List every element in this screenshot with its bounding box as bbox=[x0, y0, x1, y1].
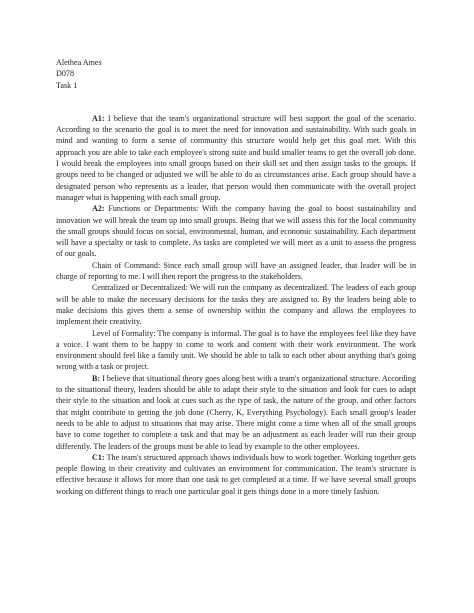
paragraph-c1 bbox=[56, 452, 416, 497]
paragraph-b bbox=[56, 373, 416, 452]
paragraph-text: The team's structured approach shows individuals how to work together. Working together gets people flowing in their creativity and cultivates an environment for communication. The team's structure is effective because it allows for more than one task to get completed at a time. If we have several small groups working on different things to reach one particular goal it gets things done in a more timely fashion. bbox=[56, 452, 416, 496]
paragraph-text: Chain of Command: Since each small group will have an assigned leader, that leader will be in charge of reporting to me. I will then report the progress to the stakeholders. bbox=[56, 260, 416, 282]
paragraph-tag: B: bbox=[92, 373, 101, 383]
paragraph-chain-of-command bbox=[56, 260, 416, 283]
header-spacer bbox=[56, 91, 416, 113]
paragraph-tag: A2: bbox=[92, 204, 105, 214]
course-code: D078 bbox=[56, 69, 74, 79]
document-body bbox=[56, 57, 416, 497]
paragraph-tag: A1: bbox=[92, 113, 105, 123]
paragraph-text: I believe that the team's organizational structure will best support the goal of the scenario. According to the scenario the goal is to meet the need for innovation and sustainability. With such goals in mind and wanting to form a sense of community this structure would help get this goal met. With this approach you are able to take each employee's strong suite and build smaller teams to get the overall job done. I would break the employees into small groups based on their skill set and then assign tasks to the groups. If groups need to be changed or adjusted we will be able to do as circumstances arise. Each group should have a designated person who represents as a leader, that person would then communicate with the overall project manager what is happening with each small group. bbox=[56, 113, 416, 202]
paragraph-text: Centralized or Decentralized: We will run the company as decentralized. The leaders of each group will be able to make the necessary decisions for the tasks they are assigned to. By the leaders being able to make decisions this gives them a sense of ownership within the company and allows the employees to implement their creativity. bbox=[56, 283, 416, 327]
paragraph-text: I believe that situational theory goes along best with a team's organizational structure. According to the situational theory, leaders should be able to adapt their style to the situation and look for cues to adapt their style to the situation and look at cues such as the type of task, the nature of the group, and other factors that might contribute to getting the job done (Cherry, K, Everything Psychology). Each small group's leader needs to be able to adjust to situations that may arise. There might come a time when all of the small groups have to come together to complete a task and that may be an adjustment as each leader will run their group differently. The leaders of the groups must be able to lead by example to the other employees. bbox=[56, 373, 416, 451]
author-name: Alethea Ames bbox=[56, 58, 102, 67]
paragraph-tag: C1: bbox=[92, 452, 105, 462]
paragraph-centralized bbox=[56, 282, 416, 327]
paragraph-a1 bbox=[56, 113, 416, 203]
paragraph-text: Level of Formality: The company is informal. The goal is to have the employees feel like they have a voice. I want them to be happy to come to work and content with their work environment. The work environment should feel like a family unit. We should be able to talk to each other about anything that's going wrong with a task or project. bbox=[56, 328, 416, 372]
paragraph-a2-functions bbox=[56, 203, 416, 259]
paragraph-formality bbox=[56, 328, 416, 373]
task-label: Task 1 bbox=[56, 80, 78, 90]
paragraph-text: Functions or Departments: With the company having the goal to boost sustainability and innovation we will break the team up into small groups. Being that we will assess this for the local community the small groups should focus on social, environmental, human, and economic sustainability. Each department will have a specialty or task to complete. As tasks are completed we will meet as a unit to assess the progress of our goals. bbox=[56, 204, 416, 259]
